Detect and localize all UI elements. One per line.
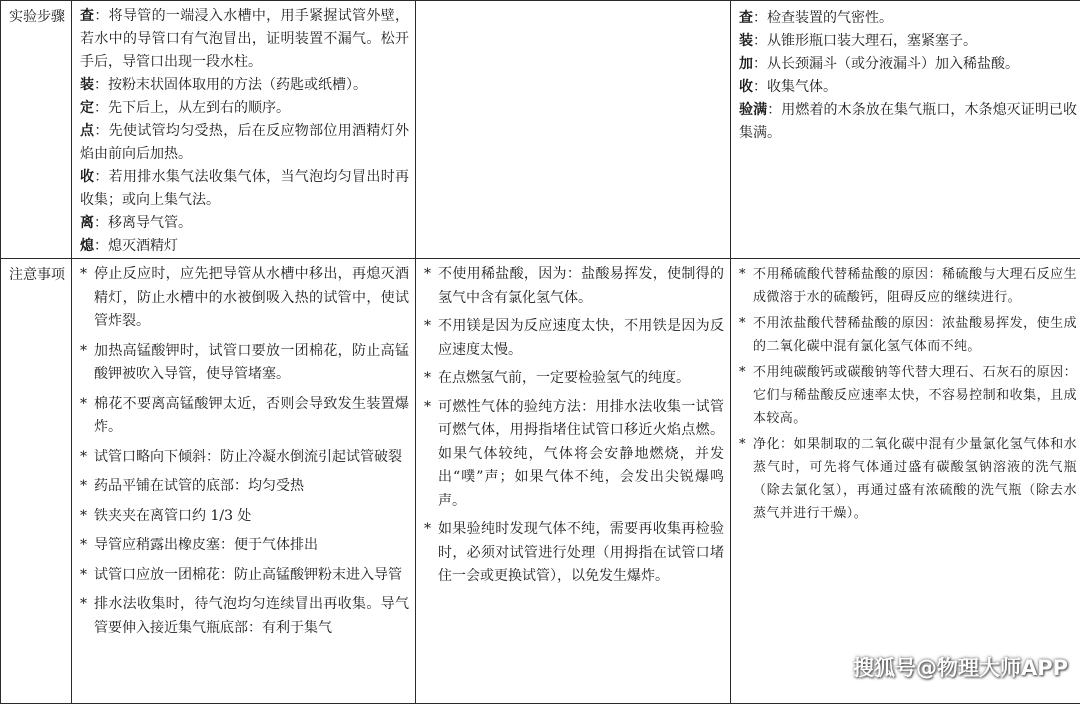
step-text: ：收集气体。	[753, 79, 837, 95]
bullet-asterisk-icon: *	[80, 446, 87, 470]
note-item	[80, 505, 409, 529]
note-item	[424, 315, 724, 362]
bullet-asterisk-icon: *	[80, 475, 87, 499]
step-key: 装	[739, 33, 753, 49]
note-item	[80, 593, 409, 640]
step-line	[80, 5, 409, 74]
note-item	[80, 564, 409, 588]
step-line	[80, 212, 409, 235]
note-text: 不用镁是因为反应速度太快，不用铁是因为反应速度太慢。	[438, 318, 724, 358]
step-line	[739, 30, 1077, 53]
bullet-asterisk-icon: *	[80, 593, 87, 617]
note-text: 停止反应时，应先把导管从水槽中移出，再熄灭酒精灯，防止水槽中的水被倒吸入热的试管中，使试管炸裂。	[94, 266, 409, 329]
step-text: ：熄灭酒精灯	[94, 238, 178, 254]
step-text: ：若用排水集气法收集气体，当气泡均匀冒出时再收集；或向上集气法。	[80, 169, 409, 208]
note-item	[80, 340, 409, 387]
step-text: ：从锥形瓶口装大理石，塞紧塞子。	[753, 33, 977, 49]
note-text: 不用浓盐酸代替稀盐酸的原因：浓盐酸易挥发，使生成的二氧化碳中混有氯化氢气体而不纯。	[753, 316, 1077, 354]
note-item	[739, 263, 1077, 309]
steps-row-header: 实验步骤	[1, 1, 72, 259]
step-key: 查	[739, 10, 753, 26]
step-key: 收	[80, 169, 94, 185]
note-text: 如果验纯时发现气体不纯，需要再收集再检验时，必须对试管进行处理（用拇指在试管口堵住一会或更换试管），以免发生爆炸。	[438, 521, 724, 584]
note-item	[424, 263, 724, 310]
step-line	[80, 74, 409, 97]
bullet-asterisk-icon: *	[80, 505, 87, 529]
note-text: 试管口应放一团棉花：防止高锰酸钾粉末进入导管	[94, 567, 402, 583]
bullet-asterisk-icon: *	[424, 315, 431, 339]
bullet-asterisk-icon: *	[424, 367, 431, 391]
note-text: 试管口略向下倾斜：防止冷凝水倒流引起试管破裂	[94, 449, 402, 465]
step-text: ：将导管的一端浸入水槽中，用手紧握试管外壁，若水中的导管口有气泡冒出，证明装置不漏气。松开手后，导管口出现一段水柱。	[80, 8, 409, 70]
step-line	[739, 76, 1077, 99]
step-key: 验满	[739, 102, 767, 118]
step-text: ：用燃着的木条放在集气瓶口，木条熄灭证明已收集满。	[739, 102, 1077, 141]
note-text: 药品平铺在试管的底部：均匀受热	[94, 478, 304, 494]
step-line	[80, 166, 409, 212]
step-text: ：按粉末状固体取用的方法（药匙或纸槽）。	[94, 77, 367, 93]
steps-col2-cell	[416, 1, 731, 259]
note-text: 不用稀硫酸代替稀盐酸的原因：稀硫酸与大理石反应生成微溶于水的硫酸钙，阻碍反应的继续进行。	[753, 267, 1077, 305]
step-text: ：先下后上，从左到右的顺序。	[94, 100, 290, 116]
note-text: 可燃性气体的验纯方法：用排水法收集一试管可燃气体，用拇指堵住试管口移近火焰点燃。如果气体较纯，气体将会安静地燃烧，并发出“噗”声；如果气体不纯，会发出尖锐爆鸣声。	[438, 399, 724, 509]
step-text: ：从长颈漏斗（或分液漏斗）加入稀盐酸。	[753, 56, 1019, 72]
bullet-asterisk-icon: *	[80, 534, 87, 558]
bullet-asterisk-icon: *	[739, 361, 746, 384]
bullet-asterisk-icon: *	[739, 312, 746, 335]
note-item	[739, 361, 1077, 430]
step-line	[739, 53, 1077, 76]
step-key: 离	[80, 215, 94, 231]
bullet-asterisk-icon: *	[739, 433, 746, 456]
steps-col3-cell	[731, 1, 1080, 259]
bullet-asterisk-icon: *	[424, 518, 431, 542]
notes-col1-cell	[72, 259, 416, 704]
note-item	[739, 312, 1077, 358]
note-text: 在点燃氢气前，一定要检验氢气的纯度。	[438, 370, 690, 386]
note-text: 净化：如果制取的二氧化碳中混有少量氯化氢气体和水蒸气时，可先将气体通过盛有碳酸氢钠溶液的洗气瓶（除去氯化氢），再通过盛有浓硫酸的洗气瓶（除去水蒸气并进行干燥）。	[753, 437, 1077, 521]
step-line	[739, 7, 1077, 30]
notes-col2-cell	[416, 259, 731, 704]
step-key: 定	[80, 100, 94, 116]
notes-row-header: 注意事项	[1, 259, 72, 704]
note-text: 不使用稀盐酸，因为：盐酸易挥发，使制得的氢气中含有氯化氢气体。	[438, 266, 724, 306]
note-item	[424, 396, 724, 514]
step-key: 装	[80, 77, 94, 93]
note-text: 导管应稍露出橡皮塞：便于气体排出	[94, 537, 318, 553]
note-item	[80, 534, 409, 558]
note-item	[80, 263, 409, 334]
bullet-asterisk-icon: *	[80, 393, 87, 417]
step-key: 加	[739, 56, 753, 72]
step-key: 收	[739, 79, 753, 95]
step-text: ：检查装置的气密性。	[753, 10, 893, 26]
note-item	[80, 393, 409, 440]
note-text: 加热高锰酸钾时，试管口要放一团棉花，防止高锰酸钾被吹入导管，使导管堵塞。	[94, 343, 409, 383]
notes-col3-cell	[731, 259, 1080, 704]
steps-col1-cell	[72, 1, 416, 259]
step-key: 查	[80, 8, 94, 24]
step-text: ：先使试管均匀受热，后在反应物部位用酒精灯外焰由前向后加热。	[80, 123, 409, 162]
step-line	[80, 120, 409, 166]
note-text: 棉花不要离高锰酸钾太近，否则会导致发生装置爆炸。	[94, 396, 409, 436]
bullet-asterisk-icon: *	[739, 263, 746, 286]
bullet-asterisk-icon: *	[424, 263, 431, 287]
note-item	[739, 433, 1077, 525]
note-text: 铁夹夹在离管口约 1/3 处	[94, 508, 251, 524]
steps-row	[1, 1, 1080, 259]
step-line	[80, 235, 409, 258]
step-key: 点	[80, 123, 94, 139]
bullet-asterisk-icon: *	[424, 396, 431, 420]
note-item	[80, 446, 409, 470]
bullet-asterisk-icon: *	[80, 564, 87, 588]
note-text: 排水法收集时，待气泡均匀连续冒出再收集。导气管要伸入接近集气瓶底部：有利于集气	[94, 596, 409, 636]
step-key: 熄	[80, 238, 94, 254]
note-item	[80, 475, 409, 499]
bullet-asterisk-icon: *	[80, 340, 87, 364]
notes-row	[1, 259, 1080, 704]
step-line	[80, 97, 409, 120]
bullet-asterisk-icon: *	[80, 263, 87, 287]
note-text: 不用纯碳酸钙或碳酸钠等代替大理石、石灰石的原因：它们与稀盐酸反应速率太快，不容易控制和收集，且成本较高。	[753, 365, 1077, 426]
note-item	[424, 518, 724, 589]
watermark: 搜狐号@物理大师APP	[853, 652, 1068, 682]
step-line	[739, 99, 1077, 145]
step-text: ：移离导气管。	[94, 215, 192, 231]
note-item	[424, 367, 724, 391]
